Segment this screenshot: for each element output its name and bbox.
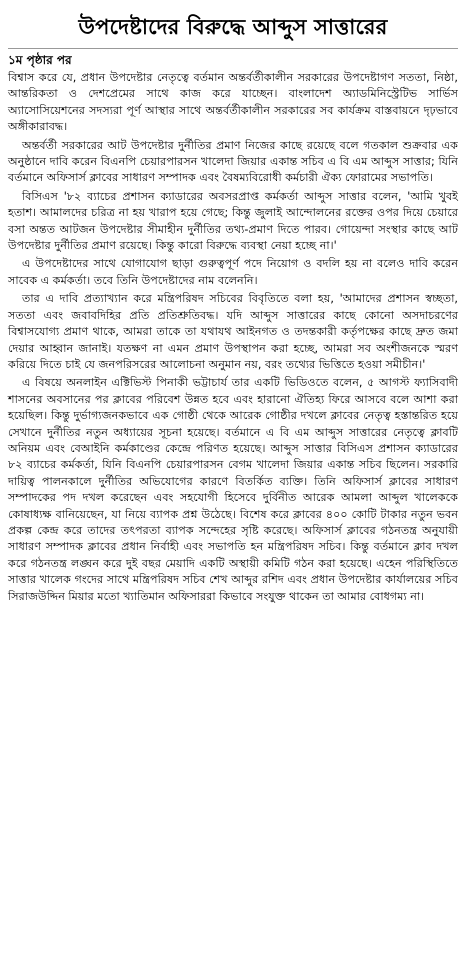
article-paragraph: বিসিএস '৮২ ব্যাচের প্রশাসন ক্যাডারের অবসরপ্রাপ্ত কর্মকর্তা আব্দুস সাত্তার বলেন, 'আমি খুবই হতাশ। আমালদের চরিত্র না হয় খারাপ হয়ে গেছে; কিন্তু জুলাই আন্দোলনের রক্তের ওপর দিয়ে চেয়ারে বসা অন্তত আটজন উপদেষ্টার সীমাহীন দুর্নীতির তথ্য-প্রমাণ দিতে পারব। গোয়েন্দা সংস্থার কাছে আট উপদেষ্টার দুর্নীতির প্রমাণ রয়েছে। কিন্তু কারো বিরুদ্ধে ব্যবস্থা নেয়া হচ্ছে না।' [8,189,458,253]
article-paragraph: এ উপদেষ্টাদের সাথে যোগাযোগ ছাড়া গুরুত্বপূর্ণ পদে নিয়োগ ও বদলি হয় না বলেও দাবি করেন সাবেক এ কর্মকর্তা। তবে তিনি উপদেষ্টাদের নাম বলেননি। [8,257,458,287]
article-paragraph: এ বিষয়ে অনলাইন এক্টিভিস্ট পিনাকী ভট্টাচার্য তার একটি ভিডিওতে বলেন, ৫ আগস্ট ফ্যাসিবাদী শাসনের অবসানের পর ক্লাবের পরিবেশ উন্নত হবে এবং হারানো ঐতিহ্য ফিরে আসবে বলে আশা করা হয়েছিল। কিন্তু দুর্ভাগ্যজনকভাবে এক গোষ্ঠী থেকে আরেক গোষ্ঠীর দখলে ক্লাবের নেতৃত্ব হস্তান্তরিত হয়ে সেখানে দুর্নীতির নতুন অধ্যায়ের সূচনা হয়েছে। বর্তমানে এ বি এম আব্দুস সাত্তারের নেতৃত্বে ক্লাবটি অনিয়ম এবং বেআইনি কর্মকাণ্ডের কেন্দ্রে পরিণত হয়েছে। আব্দুস সাত্তার বিসিএস প্রশাসন ক্যাডারের ৮২ ব্যাচের কর্মকর্তা, যিনি বিএনপি চেয়ারপারসন বেগম খালেদা জিয়ার একান্ত সচিব ছিলেন। সরকারি দায়িত্ব পালনকালে দুর্নীতির অভিযোগের কারণে বিতর্কিত ব্যক্তি। তিনি অফিসার্স ক্লাবের সাধারণ সম্পাদকের পদ দখল করেছেন এবং সহযোগী হিসেবে দুর্বিনীত আরেক আমলা আব্দুল খালেককে কোষাধ্যক্ষ বানিয়েছেন, যা নিয়ে ব্যাপক প্রশ্ন উঠেছে। বিশেষ করে ক্লাবের ৪০০ কোটি টাকার নতুন ভবন প্রকল্প কেন্দ্র করে তাদের তৎপরতা ব্যাপক সন্দেহের সৃষ্টি করেছে। অফিসার্স ক্লাবের গঠনতন্ত্র অনুযায়ী সাধারণ সম্পাদক ক্লাবের প্রধান নির্বাহী এবং সভাপতি হন মন্ত্রিপরিষদ সচিব। কিন্তু বর্তমানে ক্লাব দখল করে গঠনতন্ত্র লঙ্ঘন করে দুই বছর মেয়াদি একটি অস্থায়ী কমিটি গঠন করা হয়েছে। এহেন পরিস্থিতিতে সাত্তার খালেক গংদের সাথে মন্ত্রিপরিষদ সচিব শেখ আব্দুর রশিদ এবং প্রধান উপদেষ্টার কার্যালয়ের সচিব সিরাজউদ্দিন মিয়ার মতো খ্যাতিমান অফিসাররা কিভাবে সংযুক্ত থাকেন তা আমার বোধগম্য না। [8,376,458,603]
article-paragraph: তার এ দাবি প্রত্যাখ্যান করে মন্ত্রিপরিষদ সচিবের বিবৃতিতে বলা হয়, 'আমাদের প্রশাসন স্বচ্ছতা, সততা এবং জবাবদিহির প্রতি প্রতিশ্রুতিবদ্ধ। যদি আব্দুস সাত্তারের কাছে কোনো অসদাচরণের বিশ্বাসযোগ্য প্রমাণ থাকে, আমরা তাকে তা যথাযথ আইনগত ও তদন্তকারী কর্তৃপক্ষের কাছে দ্রুত জমা দেয়ার আহ্বান জানাই। যতক্ষণ না এমন প্রমাণ উপস্থাপন করা হচ্ছে, আমরা সব অংশীজনকে স্মরণ করিয়ে দিতে চাই যে জনপরিসরের আলোচনা অনুমান নয়, বরং তথ্যের ভিত্তিতে হওয়া সমীচীন।' [8,292,458,371]
article-paragraph: অন্তর্বর্তী সরকারের আট উপদেষ্টার দুর্নীতির প্রমাণ নিজের কাছে রয়েছে বলে গতকাল শুক্রবার এক অনুষ্ঠানে দাবি করেন বিএনপি চেয়ারপারসন খালেদা জিয়ার একান্ত সচিব এ বি এম আব্দুস সাত্তার; যিনি বর্তমানে অফিসার্স ক্লাবের সাধারণ সম্পাদক এবং বৈষম্যবিরোধী কর্মচারী ঐক্য ফোরামের সভাপতি। [8,138,458,185]
article-body [8,70,458,605]
continued-from-label: ১ম পৃষ্ঠার পর [8,53,72,67]
article-paragraph: বিশ্বাস করে যে, প্রধান উপদেষ্টার নেতৃত্বে বর্তমান অন্তর্বর্তীকালীন সরকারের উপদেষ্টাগণ সততা, নিষ্ঠা, আন্তরিকতা ও দেশপ্রেমের সাথে কাজ করে যাচ্ছেন। বাংলাদেশ অ্যাডমিনিস্ট্রেটিভ সার্ভিস অ্যাসোসিয়েশনের সদস্যরা পূর্ণ আস্থার সাথে অন্তর্বর্তীকালীন সরকারের সব কার্যক্রম বাস্তবায়নে দৃঢ়ভাবে অঙ্গীকারাবদ্ধ। [8,71,458,134]
article-headline: উপদেষ্টাদের বিরুদ্ধে আব্দুস সাত্তারের [8,4,458,49]
